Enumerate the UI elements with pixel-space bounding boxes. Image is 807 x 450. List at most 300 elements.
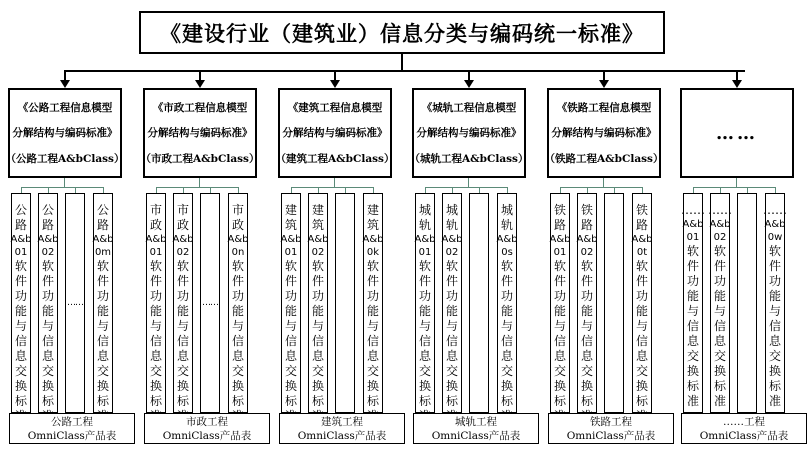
- group-connector: [21, 187, 103, 188]
- omniclass-footer: [144, 413, 270, 444]
- column-suffix-char: 能: [311, 304, 324, 318]
- column-suffix-char: 软: [14, 259, 27, 273]
- column-suffix-char: 信: [311, 334, 324, 348]
- column-prefix-char: 路: [635, 218, 648, 232]
- column-suffix-char: 信: [553, 334, 566, 348]
- column-suffix-char: 软: [635, 259, 648, 273]
- column-suffix-char: 软: [445, 259, 458, 273]
- column-prefix-char: 市: [176, 203, 189, 217]
- column-prefix-char: 铁: [635, 203, 648, 217]
- column-suffix-char: 准: [686, 394, 699, 408]
- column-suffix-char: 交: [713, 349, 726, 363]
- column-suffix-char: 能: [284, 304, 297, 318]
- column-prefix-char: 政: [176, 218, 189, 232]
- column-suffix-char: 交: [445, 364, 458, 378]
- column-suffix-char: 交: [149, 364, 162, 378]
- arrow-head: [195, 80, 205, 88]
- column-suffix-char: 息: [284, 349, 297, 363]
- column-prefix-char: 公: [41, 203, 54, 217]
- group-connector: [468, 178, 469, 187]
- column-suffix-char: 交: [580, 364, 593, 378]
- software-standard-column: [11, 193, 31, 413]
- column-prefix-char: 城: [445, 203, 458, 217]
- column-suffix-char: 换: [500, 379, 513, 393]
- column-suffix-char: 与: [231, 319, 244, 333]
- footer-project-name: 建筑工程: [321, 415, 363, 428]
- omniclass-footer: [413, 413, 539, 444]
- column-suffix-char: 软: [418, 259, 431, 273]
- connector-line: [468, 70, 470, 80]
- footer-project-name: ……工程: [723, 415, 765, 428]
- footer-project-name: 铁路工程: [590, 415, 632, 428]
- column-code: A&b: [280, 234, 302, 245]
- column-prefix-char: 城: [418, 203, 431, 217]
- main-standard-title: 《建设行业（建筑业）信息分类与编码统一标准》: [139, 11, 665, 54]
- column-suffix-char: 交: [686, 349, 699, 363]
- column-prefix-char: 公: [14, 203, 27, 217]
- column-suffix-char: 软: [713, 244, 726, 258]
- column-suffix-char: 息: [176, 349, 189, 363]
- column-prefix-char: 建: [311, 203, 324, 217]
- category-box: [544, 88, 664, 178]
- category-title-line: 《公路工程信息模型: [17, 102, 113, 115]
- column-suffix-char: 交: [635, 364, 648, 378]
- column-suffix-char: 与: [176, 319, 189, 333]
- column-suffix-char: 功: [445, 289, 458, 303]
- column-suffix-char: 件: [445, 274, 458, 288]
- group-connector: [199, 178, 200, 187]
- group-connector: [560, 187, 642, 188]
- column-suffix-char: 功: [768, 274, 781, 288]
- column-suffix-char: 能: [96, 304, 109, 318]
- column-suffix-char: 息: [500, 349, 513, 363]
- column-suffix-char: 软: [366, 259, 379, 273]
- column-code: 0n: [231, 247, 245, 258]
- category-title-line: 分解结构与编码标准》: [12, 127, 118, 140]
- column-prefix-char: 铁: [553, 203, 566, 217]
- column-suffix-char: 标: [553, 394, 566, 408]
- omniclass-footer: [9, 413, 135, 444]
- column-prefix-char: 轨: [500, 218, 513, 232]
- column-suffix-char: 换: [686, 364, 699, 378]
- column-code: A&b: [92, 234, 114, 245]
- column-code: 01: [149, 247, 163, 258]
- software-standard-column: [93, 193, 113, 413]
- column-prefix-char: 路: [96, 218, 109, 232]
- column-suffix-char: 件: [14, 274, 27, 288]
- column-prefix-char: ……: [763, 203, 787, 217]
- column-suffix-char: 与: [686, 304, 699, 318]
- column-suffix-char: 标: [418, 394, 431, 408]
- column-suffix-char: 标: [366, 394, 379, 408]
- column-suffix-char: 与: [713, 304, 726, 318]
- column-suffix-char: 能: [231, 304, 244, 318]
- column-prefix-char: 市: [231, 203, 244, 217]
- column-suffix-char: 息: [366, 349, 379, 363]
- column-suffix-char: 交: [418, 364, 431, 378]
- column-prefix-char: 轨: [418, 218, 431, 232]
- column-prefix-char: 建: [284, 203, 297, 217]
- column-suffix-char: 准: [768, 394, 781, 408]
- category-title-line: 分解结构与编码标准》: [282, 127, 388, 140]
- column-suffix-char: 与: [580, 319, 593, 333]
- column-suffix-char: 软: [41, 259, 54, 273]
- column-suffix-char: 软: [149, 259, 162, 273]
- column-suffix-char: 交: [231, 364, 244, 378]
- column-prefix-char: 筑: [311, 218, 324, 232]
- software-standard-column: [65, 193, 85, 413]
- category-title-line: 《市政工程信息模型: [152, 102, 248, 115]
- column-suffix-char: 功: [635, 289, 648, 303]
- column-suffix-char: 件: [231, 274, 244, 288]
- column-suffix-char: 与: [41, 319, 54, 333]
- column-suffix-char: 换: [149, 379, 162, 393]
- category-box: [5, 88, 125, 178]
- column-suffix-char: 交: [500, 364, 513, 378]
- column-suffix-char: 与: [366, 319, 379, 333]
- column-suffix-char: 与: [445, 319, 458, 333]
- connector-line: [334, 70, 336, 80]
- column-suffix-char: 与: [500, 319, 513, 333]
- column-suffix-char: 息: [580, 349, 593, 363]
- column-suffix-char: 换: [96, 379, 109, 393]
- omniclass-footer: [548, 413, 674, 444]
- footer-omniclass-label: OmniClass产品表: [431, 429, 521, 442]
- footer-project-name: 市政工程: [186, 415, 228, 428]
- column-suffix-char: 息: [149, 349, 162, 363]
- column-suffix-char: 能: [713, 289, 726, 303]
- column-suffix-char: 信: [418, 334, 431, 348]
- column-suffix-char: 标: [41, 394, 54, 408]
- column-prefix-char: 路: [14, 218, 27, 232]
- software-standard-column: [550, 193, 570, 413]
- column-suffix-char: 与: [14, 319, 27, 333]
- software-standard-column: [632, 193, 652, 413]
- column-code: 02: [580, 247, 594, 258]
- column-prefix-char: 市: [149, 203, 162, 217]
- column-code: 01: [14, 247, 28, 258]
- column-suffix-char: 换: [635, 379, 648, 393]
- column-suffix-char: 交: [366, 364, 379, 378]
- arrow-head: [464, 80, 474, 88]
- column-suffix-char: 能: [445, 304, 458, 318]
- column-suffix-char: 信: [96, 334, 109, 348]
- software-standard-column: [683, 193, 703, 413]
- column-code: 0k: [366, 247, 380, 258]
- column-suffix-char: 件: [553, 274, 566, 288]
- column-suffix-char: 软: [96, 259, 109, 273]
- column-suffix-char: 交: [311, 364, 324, 378]
- column-suffix-char: 标: [445, 394, 458, 408]
- omniclass-footer: [681, 413, 807, 444]
- software-standard-column: [442, 193, 462, 413]
- column-suffix-char: 功: [14, 289, 27, 303]
- column-suffix-char: 信: [176, 334, 189, 348]
- column-suffix-char: 功: [580, 289, 593, 303]
- column-code: A&b: [549, 234, 571, 245]
- category-title-line: 《铁路工程信息模型: [556, 102, 652, 115]
- column-suffix-char: 交: [41, 364, 54, 378]
- category-class-name: （铁路工程A&bClass）: [544, 152, 664, 165]
- column-suffix-char: 件: [366, 274, 379, 288]
- column-suffix-char: 与: [635, 319, 648, 333]
- column-code: A&b: [362, 234, 384, 245]
- column-suffix-char: 件: [41, 274, 54, 288]
- column-prefix-char: 轨: [445, 218, 458, 232]
- column-code: 02: [41, 247, 55, 258]
- column-suffix-char: 息: [41, 349, 54, 363]
- column-suffix-char: 件: [580, 274, 593, 288]
- group-connector: [334, 178, 335, 187]
- arrow-head: [60, 80, 70, 88]
- arrow-head: [732, 80, 742, 88]
- column-suffix-char: 与: [96, 319, 109, 333]
- column-suffix-char: 功: [418, 289, 431, 303]
- column-suffix-char: 软: [284, 259, 297, 273]
- column-prefix-char: 筑: [284, 218, 297, 232]
- group-connector: [736, 178, 737, 187]
- column-suffix-char: 信: [445, 334, 458, 348]
- column-suffix-char: 功: [500, 289, 513, 303]
- column-suffix-char: 能: [418, 304, 431, 318]
- column-suffix-char: 件: [418, 274, 431, 288]
- column-suffix-char: 功: [553, 289, 566, 303]
- software-standard-column: [146, 193, 166, 413]
- column-suffix-char: 能: [14, 304, 27, 318]
- category-class-name: （市政工程A&bClass）: [140, 152, 260, 165]
- column-suffix-char: 息: [96, 349, 109, 363]
- column-suffix-char: 能: [580, 304, 593, 318]
- column-suffix-char: 功: [366, 289, 379, 303]
- column-suffix-char: 信: [635, 334, 648, 348]
- column-suffix-char: 与: [311, 319, 324, 333]
- software-standard-column: [577, 193, 597, 413]
- software-standard-column: [737, 193, 757, 413]
- category-class-name: （城轨工程A&bClass）: [409, 152, 529, 165]
- column-suffix-char: 件: [500, 274, 513, 288]
- column-suffix-char: 能: [176, 304, 189, 318]
- category-class-name: （建筑工程A&bClass）: [275, 152, 395, 165]
- column-suffix-char: 息: [445, 349, 458, 363]
- group-connector: [603, 178, 604, 187]
- column-suffix-char: 息: [418, 349, 431, 363]
- column-suffix-char: 交: [14, 364, 27, 378]
- column-suffix-char: 标: [14, 394, 27, 408]
- column-suffix-char: 件: [713, 259, 726, 273]
- column-suffix-char: 能: [686, 289, 699, 303]
- column-prefix-char: 公: [96, 203, 109, 217]
- column-prefix-char: 筑: [366, 218, 379, 232]
- footer-project-name: 城轨工程: [455, 415, 497, 428]
- column-suffix-char: 软: [500, 259, 513, 273]
- column-suffix-char: 标: [231, 394, 244, 408]
- column-suffix-char: 信: [284, 334, 297, 348]
- footer-omniclass-label: OmniClass产品表: [566, 429, 656, 442]
- column-suffix-char: 换: [231, 379, 244, 393]
- column-suffix-char: 能: [553, 304, 566, 318]
- software-standard-column: [281, 193, 301, 413]
- column-code: A&b: [10, 234, 32, 245]
- column-suffix-char: 功: [231, 289, 244, 303]
- column-code: 0s: [501, 247, 513, 258]
- category-title-line: 分解结构与编码标准》: [416, 127, 522, 140]
- column-code: 01: [686, 232, 700, 243]
- connector-line: [65, 70, 745, 72]
- column-code: 01: [553, 247, 567, 258]
- footer-omniclass-label: OmniClass产品表: [297, 429, 387, 442]
- column-prefix-char: ……: [681, 203, 705, 217]
- connector-line: [603, 70, 605, 80]
- software-standard-column: [228, 193, 248, 413]
- column-suffix-char: 功: [149, 289, 162, 303]
- column-prefix-char: ……: [708, 203, 732, 217]
- column-suffix-char: 与: [418, 319, 431, 333]
- column-suffix-char: 息: [635, 349, 648, 363]
- group-connector: [156, 187, 238, 188]
- column-suffix-char: 件: [149, 274, 162, 288]
- column-suffix-char: 功: [686, 274, 699, 288]
- column-suffix-char: 标: [580, 394, 593, 408]
- column-suffix-char: 换: [366, 379, 379, 393]
- group-connector: [291, 187, 373, 188]
- software-standard-column: [469, 193, 489, 413]
- ellipsis-label: ……: [67, 297, 83, 308]
- column-suffix-char: 件: [284, 274, 297, 288]
- column-suffix-char: 能: [366, 304, 379, 318]
- column-suffix-char: 功: [96, 289, 109, 303]
- column-suffix-char: 与: [149, 319, 162, 333]
- column-suffix-char: 换: [284, 379, 297, 393]
- column-suffix-char: 标: [768, 379, 781, 393]
- category-box: [409, 88, 529, 178]
- column-suffix-char: 能: [500, 304, 513, 318]
- column-suffix-char: 交: [284, 364, 297, 378]
- category-box: [680, 88, 794, 178]
- software-standard-column: [173, 193, 193, 413]
- software-standard-column: [200, 193, 220, 413]
- column-suffix-char: 信: [231, 334, 244, 348]
- column-suffix-char: 能: [149, 304, 162, 318]
- column-prefix-char: 路: [553, 218, 566, 232]
- column-suffix-char: 软: [231, 259, 244, 273]
- column-suffix-char: 信: [41, 334, 54, 348]
- footer-omniclass-label: OmniClass产品表: [699, 429, 789, 442]
- column-suffix-char: 标: [686, 379, 699, 393]
- column-suffix-char: 息: [14, 349, 27, 363]
- column-suffix-char: 换: [768, 364, 781, 378]
- column-suffix-char: 息: [686, 334, 699, 348]
- column-suffix-char: 件: [686, 259, 699, 273]
- connector-line: [64, 70, 66, 80]
- column-suffix-char: 与: [768, 304, 781, 318]
- software-standard-column: [335, 193, 355, 413]
- column-code: A&b: [307, 234, 329, 245]
- column-prefix-char: 路: [580, 218, 593, 232]
- column-suffix-char: 件: [311, 274, 324, 288]
- column-prefix-char: 政: [231, 218, 244, 232]
- connector-line: [736, 70, 738, 80]
- column-suffix-char: 交: [176, 364, 189, 378]
- column-suffix-char: 标: [713, 379, 726, 393]
- column-suffix-char: 标: [500, 394, 513, 408]
- software-standard-column: [497, 193, 517, 413]
- column-suffix-char: 信: [580, 334, 593, 348]
- column-suffix-char: 信: [686, 319, 699, 333]
- column-suffix-char: 息: [231, 349, 244, 363]
- column-code: A&b: [414, 234, 436, 245]
- column-suffix-char: 功: [311, 289, 324, 303]
- connector-line: [401, 54, 403, 70]
- column-suffix-char: 功: [713, 274, 726, 288]
- column-suffix-char: 软: [768, 244, 781, 258]
- column-prefix-char: 路: [41, 218, 54, 232]
- column-suffix-char: 标: [176, 394, 189, 408]
- column-code: A&b: [441, 234, 463, 245]
- column-code: 0m: [94, 247, 112, 258]
- column-suffix-char: 信: [149, 334, 162, 348]
- column-prefix-char: 政: [149, 218, 162, 232]
- column-suffix-char: 标: [284, 394, 297, 408]
- footer-project-name: 公路工程: [51, 415, 93, 428]
- column-suffix-char: 软: [580, 259, 593, 273]
- column-suffix-char: 息: [713, 334, 726, 348]
- category-title-line: 分解结构与编码标准》: [551, 127, 657, 140]
- column-suffix-char: 息: [311, 349, 324, 363]
- category-title-line: 分解结构与编码标准》: [147, 127, 253, 140]
- column-suffix-char: 标: [149, 394, 162, 408]
- column-code: A&b: [172, 234, 194, 245]
- category-title-line: 《建筑工程信息模型: [287, 102, 383, 115]
- column-suffix-char: 交: [553, 364, 566, 378]
- category-box: [275, 88, 395, 178]
- column-suffix-char: 标: [311, 394, 324, 408]
- footer-omniclass-label: OmniClass产品表: [162, 429, 252, 442]
- column-suffix-char: 信: [14, 334, 27, 348]
- column-code: A&b: [576, 234, 598, 245]
- column-suffix-char: 软: [553, 259, 566, 273]
- column-code: A&b: [145, 234, 167, 245]
- column-suffix-char: 信: [366, 334, 379, 348]
- omniclass-footer: [279, 413, 405, 444]
- group-connector: [64, 178, 65, 187]
- arrow-head: [330, 80, 340, 88]
- column-suffix-char: 换: [580, 379, 593, 393]
- column-code: A&b: [496, 234, 518, 245]
- column-suffix-char: 软: [311, 259, 324, 273]
- column-code: A&b: [227, 234, 249, 245]
- column-suffix-char: 准: [713, 394, 726, 408]
- ellipsis-label: ……: [202, 297, 218, 308]
- column-suffix-char: 功: [41, 289, 54, 303]
- footer-omniclass-label: OmniClass产品表: [27, 429, 117, 442]
- column-code: 02: [176, 247, 190, 258]
- column-suffix-char: 与: [284, 319, 297, 333]
- column-suffix-char: 软: [176, 259, 189, 273]
- column-suffix-char: 信: [768, 319, 781, 333]
- column-code: 02: [311, 247, 325, 258]
- column-suffix-char: 换: [311, 379, 324, 393]
- category-box: [140, 88, 260, 178]
- column-suffix-char: 换: [41, 379, 54, 393]
- column-suffix-char: 交: [768, 349, 781, 363]
- column-suffix-char: 信: [500, 334, 513, 348]
- column-suffix-char: 件: [768, 259, 781, 273]
- column-code: 02: [713, 232, 727, 243]
- column-suffix-char: 件: [176, 274, 189, 288]
- software-standard-column: [765, 193, 785, 413]
- column-code: A&b: [764, 219, 786, 230]
- column-suffix-char: 件: [96, 274, 109, 288]
